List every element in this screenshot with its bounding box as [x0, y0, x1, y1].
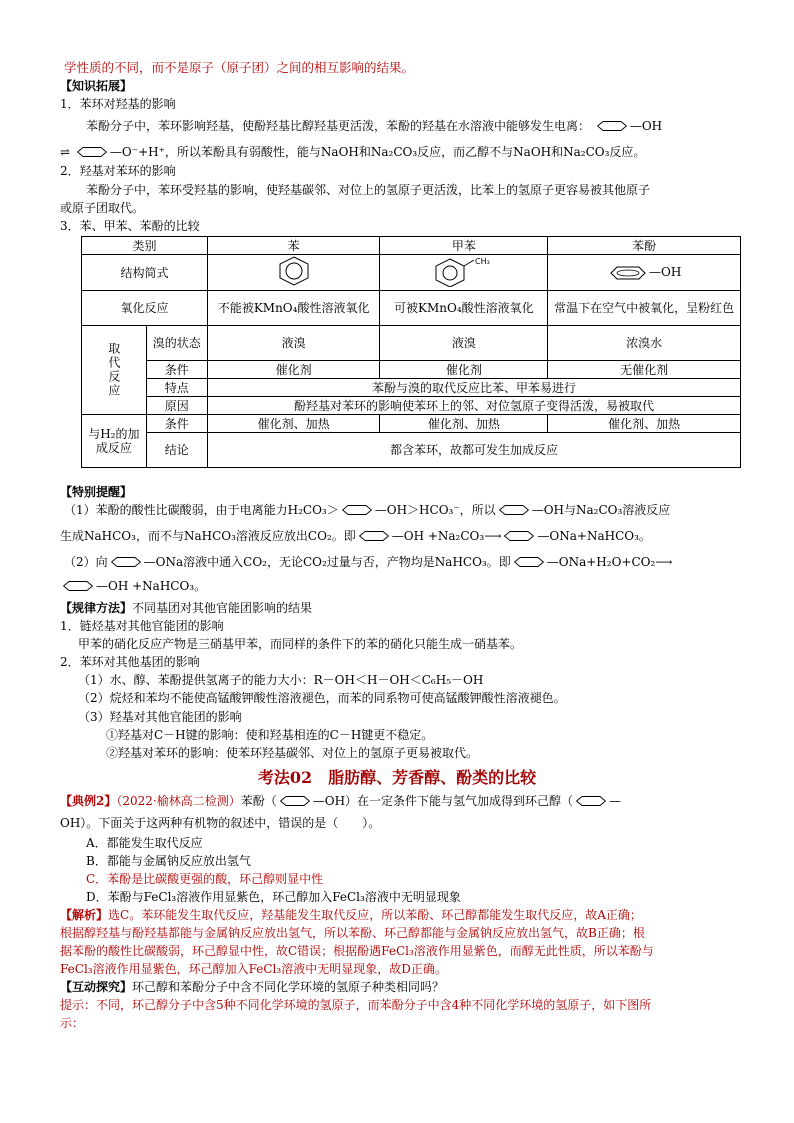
analysis-l2: 根据醇羟基与酚羟基都能与金属钠反应放出氢气，所以苯酚、环己醇都能与金属钠反应放出氢气，故B正确；根: [60, 926, 645, 940]
table-cell: 都含苯环，故都可发生加成反应: [207, 433, 740, 468]
special-p2-d: —OH +NaHCO₃。: [96, 579, 207, 593]
table-row: [82, 397, 741, 415]
option-b: B．都能与金属钠反应放出氢气: [86, 854, 251, 868]
s1-text-a: [86, 118, 662, 134]
example-q-a: 苯酚（: [240, 794, 277, 808]
table-cell: 催化剂: [207, 361, 379, 379]
special-p2-c: —ONa+H₂O+CO₂⟶: [546, 555, 673, 569]
special-p2-line2: [60, 578, 206, 594]
table-header: 苯酚: [548, 237, 741, 255]
table-row: [82, 361, 741, 379]
rule-tag-rest: 不同基团对其他官能团影响的结果: [132, 601, 313, 615]
special-p1-a: （1）苯酚的酸性比碳酸弱，由于电离能力H₂CO₃＞: [64, 503, 339, 517]
example-source: （2022·榆林高二检测）: [116, 794, 241, 808]
s2-text-a: 苯酚分子中，苯环受羟基的影响，使羟基碳邻、对位上的氢原子更活泼，比苯上的氢原子更容易被其他原子: [86, 183, 651, 197]
table-cell: 无催化剂: [548, 361, 741, 379]
rule-r2a: （1）水、醇、苯酚提供氢离子的能力大小：R－OH＜H－OH＜C₆H₅－OH: [78, 673, 484, 687]
special-p2-a: （2）向: [64, 555, 108, 569]
table-row: [82, 291, 741, 326]
analysis-line1: [60, 907, 642, 923]
example-q-d: OH）。下面关于这两种有机物的叙述中，错误的是（ ）。: [60, 816, 381, 830]
table-cell: 液溴: [207, 326, 379, 361]
benzene-ring-icon: [501, 530, 537, 542]
rule-r3a: ①羟基对C－H键的影响：使和羟基相连的C－H键更不稳定。: [106, 728, 434, 742]
table-row-label: 条件: [146, 415, 207, 433]
toluene-structure-icon: [380, 255, 548, 291]
cyclohexane-ring-icon: [573, 795, 609, 807]
table-row-label: 氧化反应: [82, 291, 208, 326]
inquiry-tag: 【互动探究】: [60, 980, 133, 994]
s3-title: 3．苯、甲苯、苯酚的比较: [60, 219, 200, 233]
benzene-ring-icon: [277, 795, 313, 807]
s1-text-b-label: —O⁻+H⁺，所以苯酚具有弱酸性，能与NaOH和Na₂CO₃反应，而乙醇不与NaOH和Na₂CO₃反应。: [109, 145, 646, 159]
inquiry-a2: 示：: [60, 1016, 85, 1030]
benzene-ring-icon: [108, 556, 144, 568]
table-row-label: 特点: [146, 379, 207, 397]
example-tag: 【典例2】: [60, 794, 117, 808]
table-cell: 催化剂、加热: [548, 415, 741, 433]
s1-text-a-label: 苯酚分子中，苯环影响羟基，使酚羟基比醇羟基更活泼，苯酚的羟基在水溶液中能够发生电离：: [86, 119, 591, 133]
benzene-ring-icon: [60, 580, 96, 592]
special-p1-e: —OH +Na₂CO₃⟶: [391, 529, 502, 543]
substitution-group: 取代反应: [82, 326, 147, 415]
benzene-structure-icon: [207, 255, 379, 291]
table-row: [82, 237, 741, 255]
table-row: [82, 255, 741, 291]
rule-r1: 1．链烃基对其他官能团的影响: [60, 619, 224, 633]
table-header: 苯: [207, 237, 379, 255]
s2-title: 2．羟基对苯环的影响: [60, 164, 176, 178]
example-q-b: —OH）在一定条件下能与氢气加成得到环己醇（: [312, 794, 574, 808]
benzene-ring-icon: [496, 504, 532, 516]
intro-text: 学性质的不同，而不是原子（原子团）之间的相互影响的结果。: [64, 60, 415, 75]
table-row-label: 结构简式: [82, 255, 208, 291]
special-p2-line1: [64, 554, 673, 570]
example-question-line1: [60, 793, 621, 809]
analysis-tag: 【解析】: [60, 908, 109, 922]
table-cell: 苯酚与溴的取代反应比苯、甲苯易进行: [207, 379, 740, 397]
analysis-l3: 据苯酚的酸性比碳酸弱，环己醇显中性，故C错误；根据酚遇FeCl₃溶液作用显紫色，而醇无此性质，所以苯酚与: [60, 944, 654, 958]
table-row: [82, 433, 741, 468]
table-cell: 常温下在空气中被氧化，呈粉红色: [548, 291, 741, 326]
analysis-l4: FeCl₃溶液作用显紫色，环己醇加入FeCl₃溶液中无明显现象，故D正确。: [60, 962, 447, 976]
inquiry-q: 环己醇和苯酚分子中含不同化学环境的氢原子种类相同吗？: [132, 980, 445, 994]
equilibrium-arrow-icon: ⇌: [60, 145, 71, 159]
s2-text-b: 或原子团取代。: [60, 201, 145, 215]
table-row: [82, 379, 741, 397]
benzene-ring-icon: [356, 530, 392, 542]
benzene-ring-icon: [339, 504, 375, 516]
addition-group: 与H₂的加成反应: [82, 415, 147, 468]
table-row-label: 结论: [146, 433, 207, 468]
table-row: [82, 326, 741, 361]
inquiry-a1: 提示：不同，环己醇分子中含5种不同化学环境的氢原子，而苯酚分子中含4种不同化学环境的氢原子，如下图所: [60, 998, 652, 1012]
table-row: [82, 415, 741, 433]
special-p1-d: 生成NaHCO₃，而不与NaHCO₃溶液反应放出CO₂。即: [60, 529, 356, 543]
rule-tag: 【规律方法】: [60, 601, 133, 615]
table-cell: 不能被KMnO₄酸性溶液氧化: [207, 291, 379, 326]
special-tag: 【特别提醒】: [60, 485, 133, 499]
comparison-table: [81, 236, 741, 468]
table-cell: 催化剂: [380, 361, 548, 379]
s1-oh: —OH: [629, 119, 663, 133]
special-p1-b: —OH＞HCO₃⁻，所以: [374, 503, 496, 517]
special-p1-c: —OH与Na₂CO₃溶液反应: [531, 503, 671, 517]
table-cell: 催化剂、加热: [207, 415, 379, 433]
table-cell: 酚羟基对苯环的影响使苯环上的邻、对位氢原子变得活泼，易被取代: [207, 397, 740, 415]
table-row-label: 条件: [146, 361, 207, 379]
ch3-label: CH₃: [474, 257, 490, 266]
knowledge-tag: 【知识拓展】: [60, 79, 133, 93]
option-a: A．都能发生取代反应: [86, 836, 203, 850]
special-p1-f: —ONa+NaHCO₃。: [537, 529, 651, 543]
rule-r2: 2．苯环对其他基团的影响: [60, 655, 200, 669]
special-p1-line1: [64, 502, 670, 518]
phenol-structure-icon: [548, 255, 741, 291]
special-p2-b: —ONa溶液中通入CO₂，无论CO₂过量与否，产物均是NaHCO₃。即: [143, 555, 511, 569]
rule-r3b: ②羟基对苯环的影响：使苯环羟基碳邻、对位上的氢原子更易被取代。: [106, 746, 479, 760]
option-c: C．苯酚是比碳酸更强的酸，环己醇则显中性: [86, 872, 324, 886]
table-cell: 可被KMnO₄酸性溶液氧化: [380, 291, 548, 326]
special-p1-line2: [60, 528, 651, 544]
section-title: 考法02 脂肪醇、芳香醇、酚类的比较: [257, 768, 537, 787]
rule-r1a: 甲苯的硝化反应产物是三硝基甲苯，而同样的条件下的苯的硝化只能生成一硝基苯。: [78, 637, 523, 651]
analysis-l1: 选C。苯环能发生取代反应，羟基能发生取代反应，所以苯酚、环己醇都能发生取代反应，故A正确；: [108, 908, 642, 922]
table-header: 类别: [82, 237, 208, 255]
table-cell: 液溴: [380, 326, 548, 361]
option-d: D．苯酚与FeCl₃溶液作用显紫色，环己醇加入FeCl₃溶液中无明显现象: [86, 890, 461, 904]
table-cell: 浓溴水: [548, 326, 741, 361]
rule-r3: （3）羟基对其他官能团的影响: [78, 710, 242, 724]
s1-title: 1．苯环对羟基的影响: [60, 97, 176, 111]
benzene-ring-icon: [74, 146, 110, 158]
table-cell: 催化剂、加热: [380, 415, 548, 433]
table-row-label: 溴的状态: [146, 326, 207, 361]
rule-r2b: （2）烷烃和苯均不能使高锰酸钾酸性溶液褪色，而苯的同系物可使高锰酸钾酸性溶液褪色。: [78, 691, 566, 705]
s1-text-b: [60, 144, 645, 160]
phenol-oh: —OH: [649, 265, 682, 280]
example-q-c: —: [609, 794, 622, 808]
rule-heading: [60, 600, 312, 616]
table-row-label: 原因: [146, 397, 207, 415]
table-header: 甲苯: [380, 237, 548, 255]
benzene-ring-icon: [511, 556, 547, 568]
inquiry-line: [60, 979, 444, 995]
benzene-ring-icon: [594, 120, 630, 132]
